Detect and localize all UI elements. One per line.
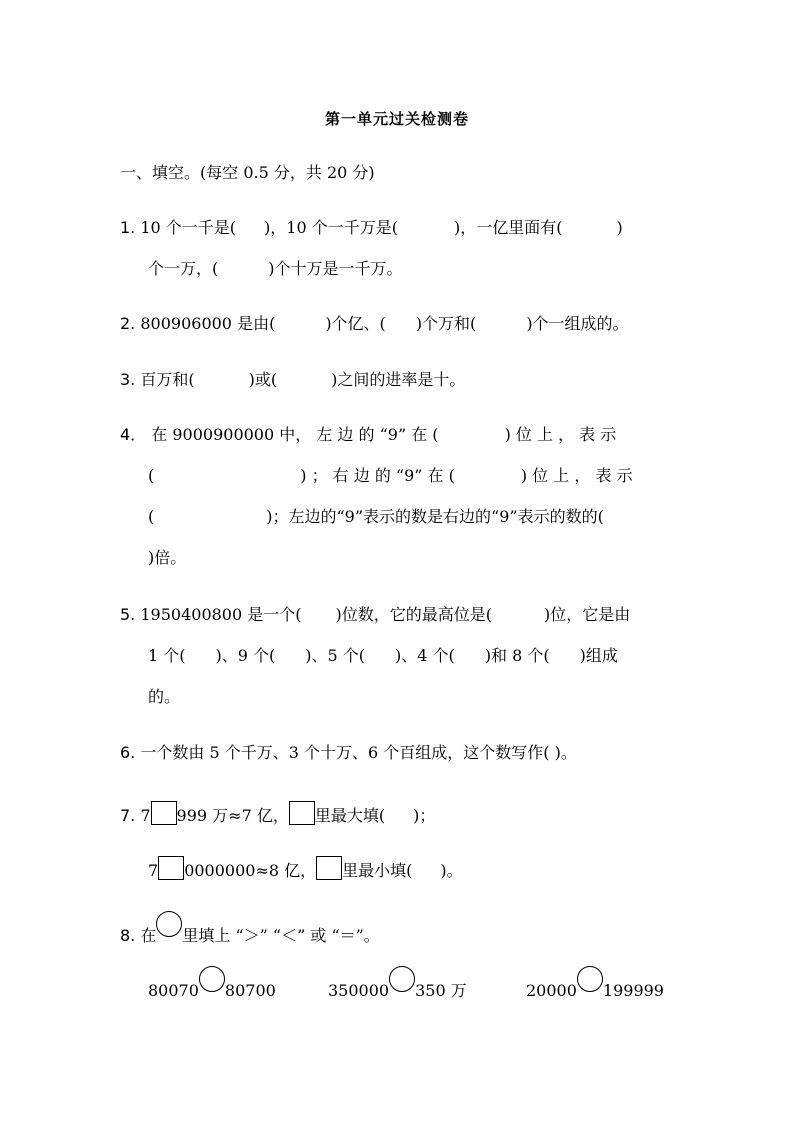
comparison-right: 350 万 [415,981,467,1000]
q4-text-l3a: ( [148,507,155,526]
q1-text-d: ) [616,218,623,237]
question-number: 2. [120,314,136,333]
q4-text-l3b: )；左边的“9”表示的数是右边的“9”表示的数的( [266,507,604,526]
q5-part-3: )、5 个( [305,646,366,665]
q3-text-a: 百万和( [140,370,195,389]
q2-text-b: )个亿、( [325,314,386,333]
q4-text-l2a: ( [148,466,155,485]
comparison-right: 199999 [602,981,664,1000]
answer-box[interactable] [316,856,342,880]
answer-box[interactable] [151,801,177,825]
question-number: 4． [120,425,147,444]
question-1-line-1 [120,218,623,238]
q6-text: 一个数由 5 个千万、3 个十万、6 个百组成，这个数写作( )。 [140,743,577,762]
q8-comparison-2 [328,966,467,1001]
question-number: 1. [120,218,136,237]
question-number: 5. [120,605,136,624]
question-7-line-2 [148,856,463,881]
q5-text-a: 1950400800 是一个( [140,605,302,624]
q5-text-b: )位数，它的最高位是( [335,605,492,624]
q7-text-l1c: 里最大填( [314,806,386,825]
q7-text-l1a: 7 [140,806,151,825]
section-heading: 一、填空。(每空 0.5 分，共 20 分) [120,163,375,182]
page-title: 第一单元过关检测卷 [324,110,469,128]
q5-part-2: )、9 个( [215,646,276,665]
answer-circle[interactable] [199,966,225,992]
q4-text-l2c: ) 位 上 ， 表 示 [520,466,633,485]
q7-text-l2d: )。 [440,861,463,880]
q5-part-1: 1 个( [148,646,186,665]
answer-box[interactable] [158,856,184,880]
q1-text-c: )，一亿里面有( [454,218,563,237]
question-number: 6. [120,743,136,762]
answer-circle[interactable] [577,966,603,992]
question-8 [120,911,380,946]
question-5-line-2 [148,646,618,666]
q5-part-4: )、4 个( [395,646,455,665]
question-4-line-4 [148,548,186,568]
q5-text-l3: 的。 [148,687,181,706]
q4-text-l4: )倍。 [148,548,187,567]
question-4-line-1 [120,425,676,445]
question-5-line-3 [148,687,180,707]
q8-comparison-1 [148,966,276,1001]
q3-text-c: )之间的进率是十。 [331,370,466,389]
question-4-line-2 [148,466,633,486]
q8-text-b: 里填上 “＞” “＜” 或 “＝”。 [182,926,380,945]
q7-text-l2b: 0000000≈8 亿， [184,861,317,880]
q2-text-c: )个万和( [415,314,477,333]
q4-text-l1a: 在 9000900000 中， 左 边 的 “9” 在 ( [151,425,439,444]
q2-text-d: )个一组成的。 [526,314,629,333]
q7-text-l2a: 7 [148,861,159,880]
comparison-left: 80070 [148,981,199,1000]
answer-box[interactable] [289,801,315,825]
q1-text-e: 个一万，( [148,259,219,278]
question-number: 3. [120,370,136,389]
q7-text-l1d: )； [413,806,436,825]
question-7-line-1 [120,801,435,826]
q5-part-5: )和 8 个( [484,646,550,665]
question-6 [120,743,577,763]
question-4-line-3 [148,507,604,527]
q1-text-f: )个十万是一千万。 [268,259,403,278]
q7-text-l2c: 里最小填( [342,861,413,880]
question-number: 7. [120,806,136,825]
q8-comparison-3 [526,966,664,1001]
q4-text-l1b: ) 位 上 ， 表 示 [504,425,617,444]
question-5-line-1 [120,605,630,625]
question-2 [120,314,629,334]
question-3 [120,370,465,390]
answer-circle[interactable] [156,911,182,937]
q5-text-c: )位，它是由 [544,605,631,624]
q8-text-a: 在 [140,926,157,945]
q2-text-a: 800906000 是由( [140,314,276,333]
q7-text-l1b: 999 万≈7 亿， [176,806,289,825]
comparison-left: 350000 [328,981,390,1000]
q5-part-6: )组成 [579,646,618,665]
question-number: 8. [120,926,136,945]
answer-circle[interactable] [389,966,415,992]
q1-text-b: )，10 个一千万是( [264,218,398,237]
question-1-line-2 [148,259,403,279]
q1-text-a: 10 个一千是( [140,218,237,237]
q4-text-l2b: ) ； 右 边 的 “9” 在 ( [300,466,455,485]
q3-text-b: )或( [248,370,278,389]
comparison-right: 80700 [224,981,276,1000]
comparison-left: 20000 [526,981,577,1000]
